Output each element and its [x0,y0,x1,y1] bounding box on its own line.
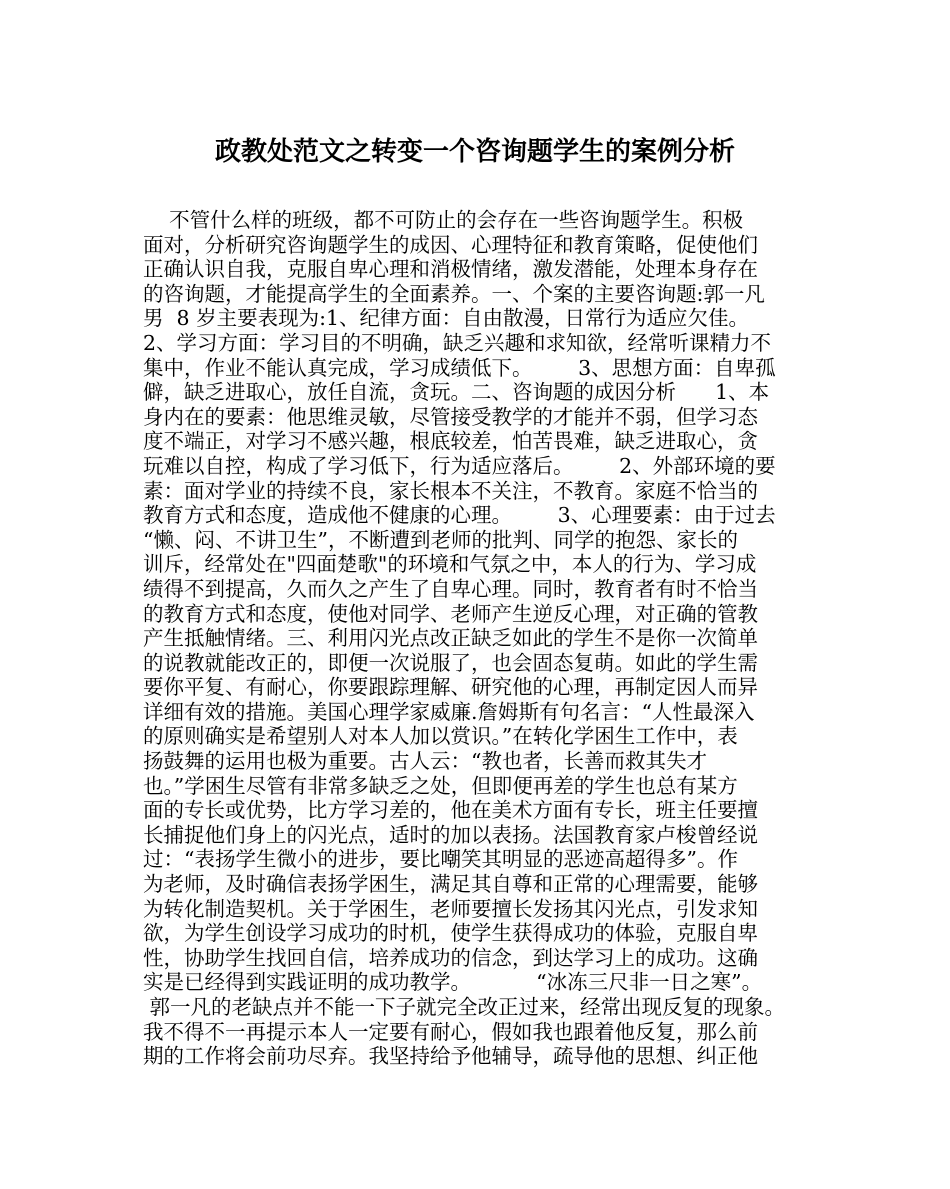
body-line: 面对，分析研究咨询题学生的成因、心理特征和教育策略，促使他们 [143,232,758,257]
body-line: 的咨询题，才能提高学生的全面素养。一、个案的主要咨询题:郭一凡 [143,281,765,306]
body-line: 素：面对学业的持续不良，家长根本不关注，不教育。家庭不恰当的 [143,478,758,503]
body-line: 不管什么样的班级，都不可防止的会存在一些咨询题学生。积极 [143,208,744,232]
body-line: 男 8 岁主要表现为:1、纪律方面：自由散漫，日常行为适应欠佳。 [143,306,750,331]
body-line: 欲，为学生创设学习成功的时机，使学生获得成功的体验，克服自卑 [143,921,758,946]
body-line: “懒、闷、不讲卫生”，不断遭到老师的批判、同学的抱怨、家长的 [143,527,738,552]
body-line: 教育方式和态度，造成他不健康的心理。 3、心理要素：由于过去 [143,503,776,528]
body-line: 的说教就能改正的，即便一次说服了，也会固态复萌。如此的学生需 [143,650,758,675]
body-line: 长捕捉他们身上的闪光点，适时的加以表扬。法国教育家卢梭曾经说 [143,822,758,847]
document-body [143,208,823,1069]
body-line: 产生抵触情绪。三、利用闪光点改正缺乏如此的学生不是你一次简单 [143,626,758,651]
body-line: 的教育方式和态度，使他对同学、老师产生逆反心理，对正确的管教 [143,601,758,626]
body-line: 郭一凡的老缺点并不能一下子就完全改正过来，经常出现反复的现象。 [143,995,786,1019]
body-line: 正确认识自我，克服自卑心理和消极情绪，激发潜能，处理本身存在 [143,257,758,282]
body-line: 要你平复、有耐心，你要跟踪理解、研究他的心理，再制定因人而异 [143,675,758,700]
body-line: 2、学习方面：学习目的不明确，缺乏兴趣和求知欲，经常听课精力不 [143,330,772,355]
body-line: 为转化制造契机。关于学困生，老师要擅长发扬其闪光点，引发求知 [143,896,758,921]
body-line: 也。”学困生尽管有非常多缺乏之处，但即便再差的学生也总有某方 [143,773,738,798]
body-line: 实是已经得到实践证明的成功教学。 “冰冻三尺非一日之寒”。 [143,970,763,995]
body-line: 绩得不到提高，久而久之产生了自卑心理。同时，教育者有时不恰当 [143,576,758,601]
document-title: 政教处范文之转变一个咨询题学生的案例分析 [214,137,735,167]
body-line: 详细有效的措施。美国心理学家威廉.詹姆斯有句名言：“人性最深入 [143,699,755,724]
body-line: 扬鼓舞的运用也极为重要。古人云：“教也者，长善而救其失才 [143,749,707,774]
body-line: 僻，缺乏进取心，放任自流，贪玩。二、咨询题的成因分析 1、本 [143,380,770,405]
body-line: 集中，作业不能认真完成，学习成绩低下。 3、思想方面：自卑孤 [143,355,776,380]
body-line: 度不端正，对学习不感兴趣，根底较差，怕苦畏难，缺乏进取心，贪 [143,429,758,454]
body-line: 训斥，经常处在"四面楚歌"的环境和气氛之中，本人的行为、学习成 [143,552,757,577]
body-line: 的原则确实是希望别人对本人加以赏识。”在转化学困生工作中，表 [143,724,738,749]
body-line: 期的工作将会前功尽弃。我坚持给予他辅导，疏导他的思想、纠正他 [143,1044,758,1069]
body-line: 玩难以自控，构成了学习低下，行为适应落后。 2、外部环境的要 [143,453,776,478]
body-line: 过：“表扬学生微小的进步，要比嘲笑其明显的恶迹高超得多”。作 [143,847,738,872]
body-line: 面的专长或优势，比方学习差的，他在美术方面有专长，班主任要擅 [143,798,758,823]
body-line: 身内在的要素：他思维灵敏，尽管接受教学的才能并不弱，但学习态 [143,404,758,429]
body-line: 为老师，及时确信表扬学困生，满足其自尊和正常的心理需要，能够 [143,872,758,897]
body-line: 我不得不一再提示本人一定要有耐心，假如我也跟着他反复，那么前 [143,1019,758,1044]
body-line: 性，协助学生找回自信，培养成功的信念，到达学习上的成功。这确 [143,945,758,970]
